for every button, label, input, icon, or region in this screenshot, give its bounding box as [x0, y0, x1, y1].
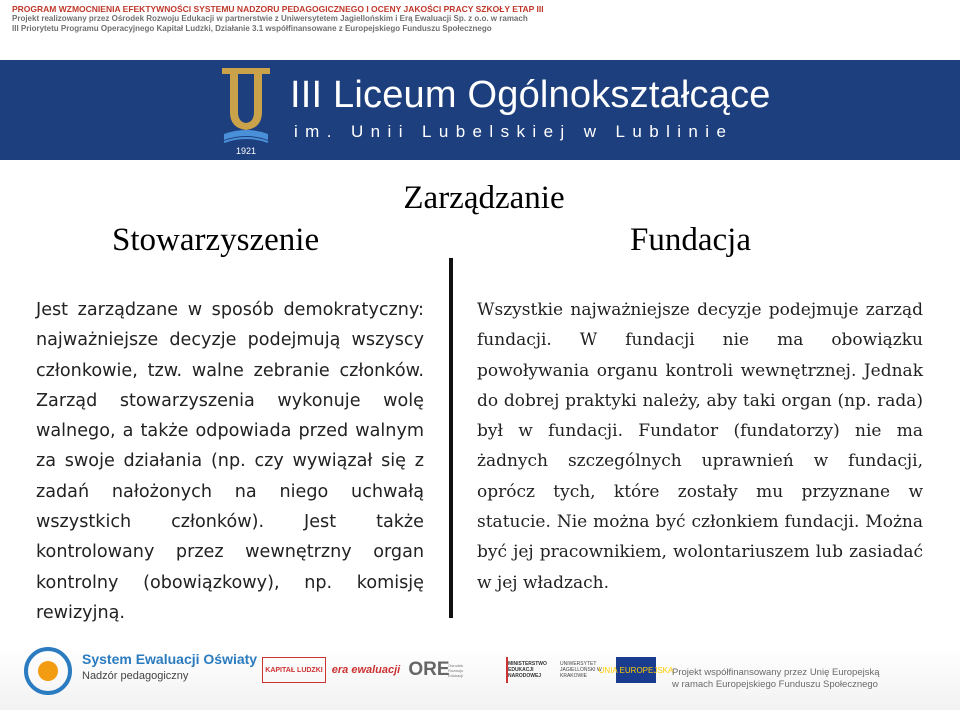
- slide-title: Zarządzanie: [403, 180, 565, 216]
- eu-project-line: Projekt współfinansowany przez Unię Europejską: [672, 667, 880, 678]
- left-column-heading: Stowarzyszenie: [112, 222, 320, 258]
- seo-logo: [22, 645, 74, 697]
- school-banner: [0, 60, 960, 160]
- project-header-line: PROGRAM WZMOCNIENIA EFEKTYWNOŚCI SYSTEMU NADZORU PEDAGOGICZNEGO I OCENY JAKOŚCI PRACY SZKOŁY ETAP III: [12, 4, 544, 14]
- right-column-heading: Fundacja: [630, 222, 751, 258]
- kapital-ludzki-logo: KAPITAŁ LUDZKI: [262, 657, 326, 683]
- school-name: III Liceum Ogólnokształcące: [290, 74, 771, 116]
- uj-logo: UNIWERSYTET JAGIELLOŃSKI W KRAKOWIE: [560, 661, 602, 679]
- eu-project-note: [672, 667, 880, 691]
- school-crest-icon: [216, 66, 276, 158]
- project-header: [0, 0, 960, 52]
- school-logo: [216, 66, 276, 158]
- ore-logo-text: Ośrodek Rozwoju Edukacji: [448, 662, 464, 678]
- project-header-line: Projekt realizowany przez Ośrodek Rozwoju Edukacji w partnerstwie z Uniwersytetem Jagiellońskim i Erą Ewaluacji Sp. z o.o. w ramach: [12, 14, 528, 23]
- seo-logo-icon: [22, 645, 74, 697]
- project-header-line: III Priorytetu Programu Operacyjnego Kapitał Ludzki, Działanie 3.1 współfinansowane z Europejskiego Funduszu Społecznego: [12, 24, 492, 33]
- seo-text: [82, 651, 257, 682]
- eu-flag-logo: UNIA EUROPEJSKA: [616, 657, 656, 683]
- school-subtitle: im. Unii Lubelskiej w Lublinie: [294, 122, 734, 141]
- logo-year: 1921: [235, 146, 257, 156]
- column-divider: [449, 258, 453, 618]
- eu-project-line: w ramach Europejskiego Funduszu Społecznego: [672, 679, 878, 690]
- seo-title: System Ewaluacji Oświaty: [82, 651, 258, 667]
- left-column-text: Jest zarządzane w sposób demokratyczny: najważniejsze decyzje podejmują wszyscy członkowie, tzw. walne zebranie członków. Zarząd stowarzyszenia wykonuje wolę walnego, a także odpowiada przed walnym za swoje działania (np. czy wywiązał się z zadań nałożonych na niego uchwałą wszystkich członków). Jest także kontrolowany przez wewnętrzny organ kontrolny (obowiązkowy), np. komisję rewizyjną.: [36, 300, 424, 623]
- seo-subtitle: Nadzór pedagogiczny: [82, 670, 189, 682]
- footer: [0, 645, 960, 710]
- era-ewaluacji-logo: era ewaluacji: [331, 664, 401, 676]
- ore-logo: ORE: [408, 659, 450, 680]
- right-column-text: Wszystkie najważniejsze decyzje podejmuje zarząd fundacji. W fundacji nie ma obowiązku powoływania organu kontroli wewnętrznej. Jednak do dobrej praktyki należy, aby taki organ (np. rada) był w fundacji. Fundator (fundatorzy) nie ma żadnych szczególnych uprawnień w fundacji, oprócz tych, które zostały mu przyznane w statucie. Nie można być członkiem fundacji. Można być jej pracownikiem, wolontariuszem lub zasiadać w jej władzach.: [477, 300, 923, 593]
- men-logo: MINISTERSTWO EDUKACJI NARODOWEJ: [506, 657, 558, 683]
